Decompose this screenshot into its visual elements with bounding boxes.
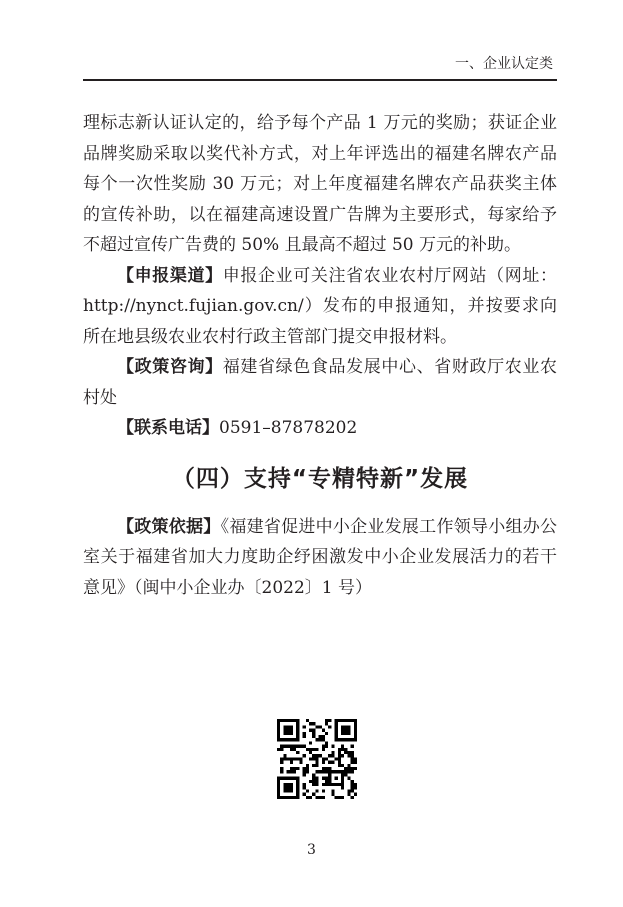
phone-text: 0591–87878202 xyxy=(219,418,358,438)
page-number: 3 xyxy=(307,842,316,858)
header-rule xyxy=(83,79,557,81)
qr-code-icon[interactable] xyxy=(277,719,357,799)
basis-label: 【政策依据】 xyxy=(117,516,221,537)
channel-text: 申报企业可关注省农业农村厅网站（网址：http://nynct.fujian.gov.cn/）发布的申报通知，并按要求向所在地县级农业农村行政主管部门提交申报材料。 xyxy=(83,265,557,347)
phone-label: 【联系电话】 xyxy=(117,418,219,438)
paragraph-award: 理标志新认证认定的，给予每个产品 1 万元的奖励；获证企业品牌奖励采取以奖代补方式，对上年评选出的福建名牌农产品每个一次性奖励 30 万元；对上年度福建名牌农产品获奖主体的宣传补助，以在福建高速设置广告牌为主要形式，每家给予不超过宣传广告费的 50% 且最高不超过 50 万元的补助。 xyxy=(83,113,557,255)
paragraph-phone xyxy=(83,413,557,444)
consult-text: 福建省绿色食品发展中心、省财政厅农业农村处 xyxy=(83,357,557,408)
page-content xyxy=(83,108,557,603)
consult-label: 【政策咨询】 xyxy=(117,357,223,377)
paragraph-consult xyxy=(83,352,557,413)
paragraph-channel xyxy=(83,261,557,353)
paragraph-basis xyxy=(83,512,557,604)
section-title: （四）支持“专精特新”发展 xyxy=(171,465,469,492)
running-header: 一、企业认定类 xyxy=(455,56,553,72)
basis-text: 《福建省促进中小企业发展工作领导小组办公室关于福建省加大力度助企纾困激发中小企业发展活力的若干意见》（闽中小企业办〔2022〕1 号） xyxy=(83,516,558,598)
channel-label: 【申报渠道】 xyxy=(117,265,223,286)
